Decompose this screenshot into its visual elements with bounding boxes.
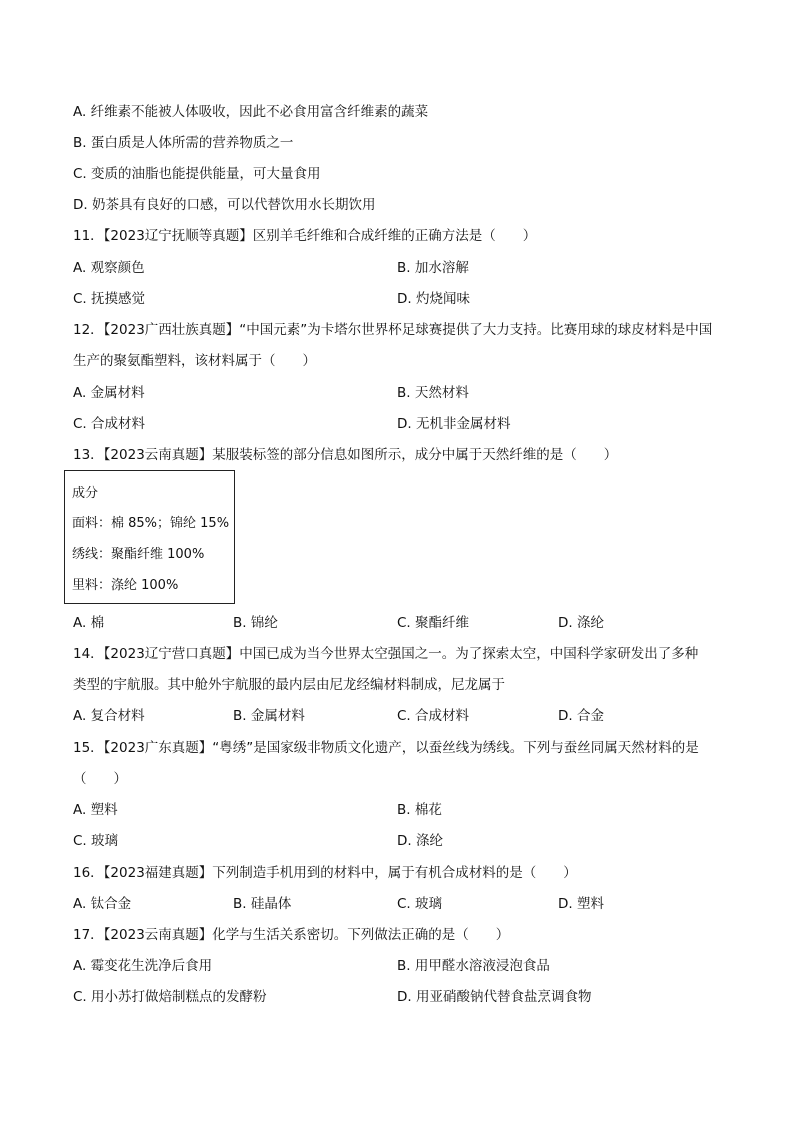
q12-option-a: A. 金属材料 [73, 385, 145, 401]
option-d: D. 奶茶具有良好的口感，可以代替饮用水长期饮用 [73, 197, 376, 213]
q11-option-d: D. 灼烧闻味 [397, 291, 470, 307]
q11-option-b: B. 加水溶解 [397, 260, 469, 276]
option-b: B. 蛋白质是人体所需的营养物质之一 [73, 135, 294, 151]
question-14-stem-line1: 14．【2023辽宁营口真题】中国已成为当今世界太空强国之一。为了探索太空，中国科学家研发出了多种 [73, 646, 699, 662]
q17-option-c: C. 用小苏打做焙制糕点的发酵粉 [73, 989, 267, 1005]
q15-option-a: A. 塑料 [73, 802, 118, 818]
label-thread: 绣线：聚酯纤维 100% [72, 547, 205, 562]
label-lining: 里料：涤纶 100% [72, 578, 179, 593]
question-13-stem: 13．【2023云南真题】某服装标签的部分信息如图所示，成分中属于天然纤维的是（ ） [73, 447, 618, 463]
question-14-stem-line2: 类型的宇航服。其中舱外宇航服的最内层由尼龙经编材料制成，尼龙属于 [73, 677, 505, 693]
label-heading: 成分 [72, 486, 99, 501]
label-fabric: 面料：棉 85%；锦纶 15% [72, 516, 230, 531]
q16-option-b: B. 硅晶体 [233, 896, 292, 912]
option-c: C. 变质的油脂也能提供能量，可大量食用 [73, 166, 321, 182]
q14-option-b: B. 金属材料 [233, 708, 305, 724]
q12-option-b: B. 天然材料 [397, 385, 469, 401]
question-12-stem-line2: 生产的聚氨酯塑料，该材料属于（ ） [73, 353, 316, 369]
q16-option-c: C. 玻璃 [397, 896, 443, 912]
q11-option-c: C. 抚摸感觉 [73, 291, 146, 307]
q15-option-c: C. 玻璃 [73, 833, 119, 849]
q13-option-d: D. 涤纶 [558, 615, 604, 631]
q11-option-a: A. 观察颜色 [73, 260, 145, 276]
q13-option-c: C. 聚酯纤维 [397, 615, 470, 631]
option-a: A. 纤维素不能被人体吸收，因此不必食用富含纤维素的蔬菜 [73, 104, 429, 120]
q16-option-d: D. 塑料 [558, 896, 604, 912]
question-17-stem: 17．【2023云南真题】化学与生活关系密切。下列做法正确的是（ ） [73, 927, 510, 943]
q15-option-b: B. 棉花 [397, 802, 442, 818]
q17-option-d: D. 用亚硝酸钠代替食盐烹调食物 [397, 989, 592, 1005]
q17-option-a: A. 霉变花生洗净后食用 [73, 958, 213, 974]
question-16-stem: 16．【2023福建真题】下列制造手机用到的材料中，属于有机合成材料的是（ ） [73, 865, 577, 881]
question-15-stem-line2: （ ） [73, 771, 127, 787]
q14-option-a: A. 复合材料 [73, 708, 145, 724]
q14-option-d: D. 合金 [558, 708, 604, 724]
q13-option-b: B. 锦纶 [233, 615, 278, 631]
clothing-label-box [64, 470, 235, 604]
question-15-stem-line1: 15．【2023广东真题】“粤绣”是国家级非物质文化遗产，以蚕丝线为绣线。下列与蚕丝同属天然材料的是 [73, 740, 699, 756]
q14-option-c: C. 合成材料 [397, 708, 470, 724]
q13-option-a: A. 棉 [73, 615, 105, 631]
q16-option-a: A. 钛合金 [73, 896, 132, 912]
question-11-stem: 11．【2023辽宁抚顺等真题】区别羊毛纤维和合成纤维的正确方法是（ ） [73, 228, 537, 244]
question-12-stem-line1: 12．【2023广西壮族真题】“中国元素”为卡塔尔世界杯足球赛提供了大力支持。比赛用球的球皮材料是中国 [73, 322, 713, 338]
q15-option-d: D. 涤纶 [397, 833, 443, 849]
q12-option-d: D. 无机非金属材料 [397, 416, 511, 432]
q12-option-c: C. 合成材料 [73, 416, 146, 432]
q17-option-b: B. 用甲醛水溶液浸泡食品 [397, 958, 550, 974]
